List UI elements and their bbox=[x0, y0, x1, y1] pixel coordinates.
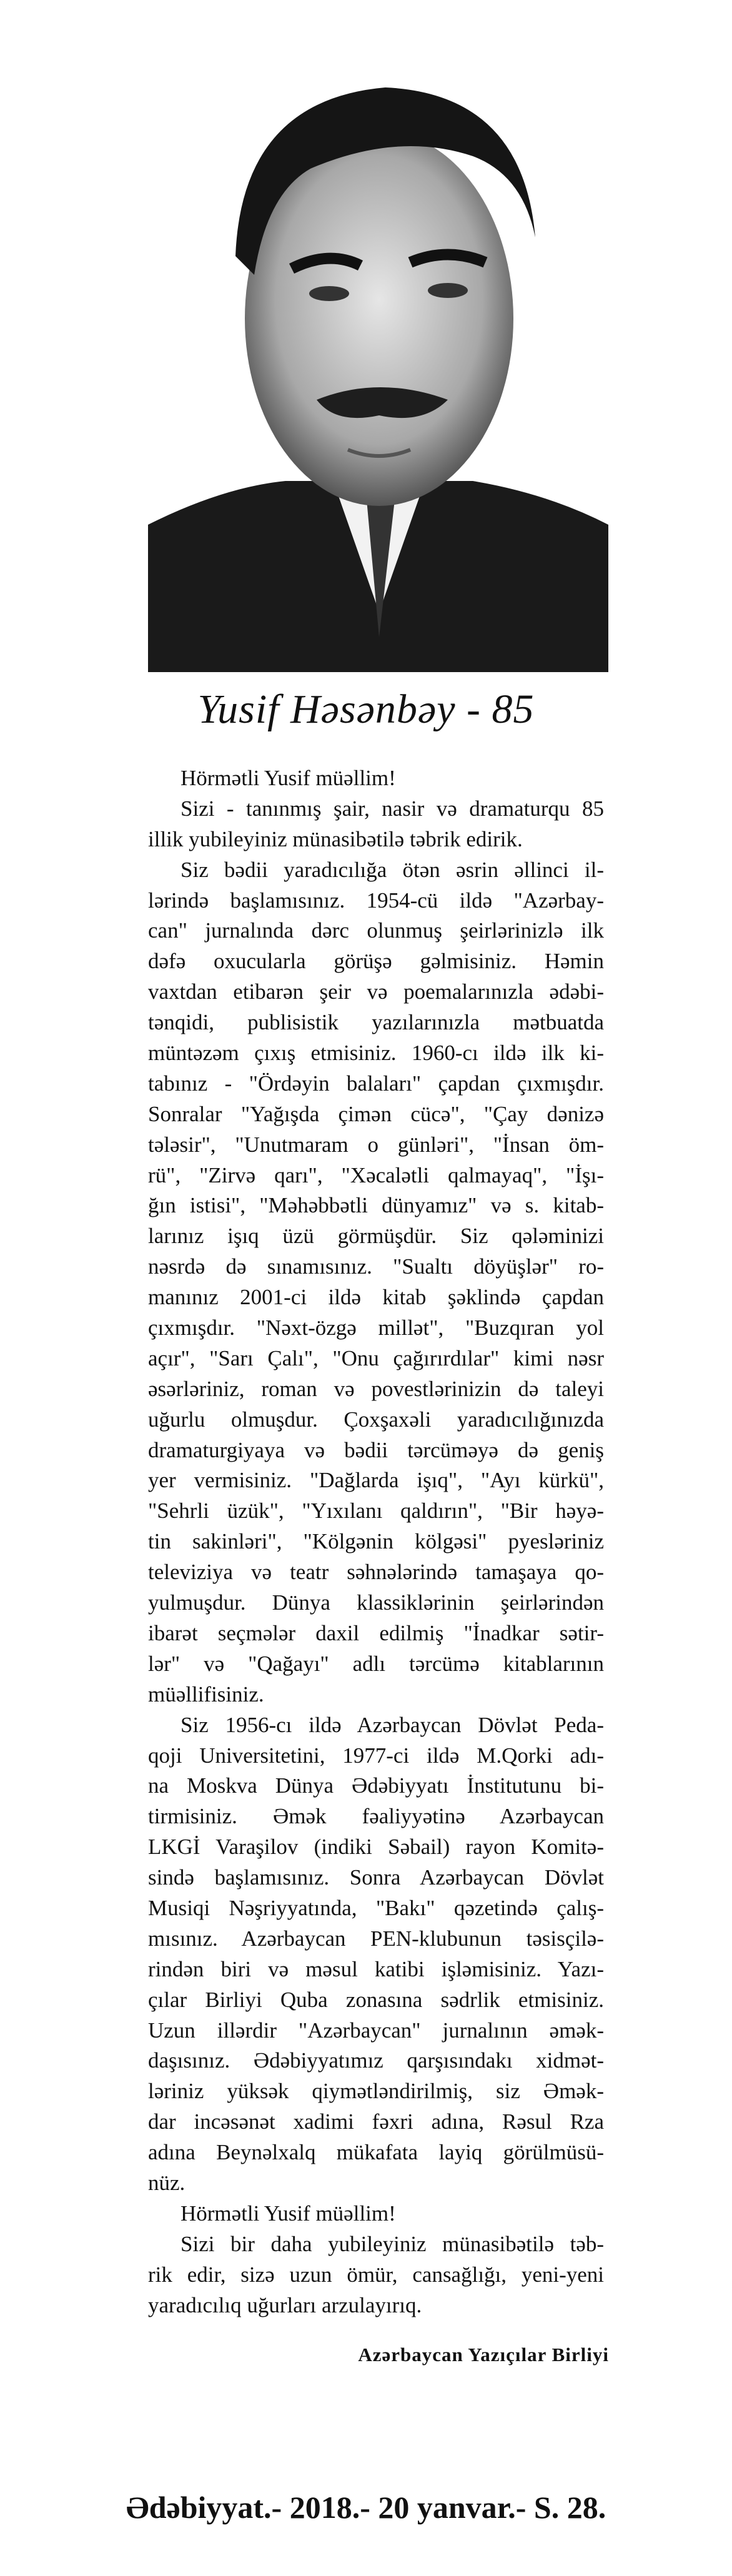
portrait-icon bbox=[148, 50, 608, 672]
paragraph-line: nüz. bbox=[148, 2170, 185, 2195]
paragraph-line: Siz bədii yaradıcılığa ötən əsrin əllinci il- bbox=[181, 857, 604, 882]
paragraph-line: Siz 1956-cı ildə Azərbaycan Dövlət Peda- bbox=[181, 1712, 604, 1737]
paragraph-line: vaxtdan etibarən şeir və poemalarınızla ədəbi- bbox=[148, 979, 604, 1004]
paragraph-line: ibarət seçmələr daxil edilmiş "İnadkar sətir- bbox=[148, 1620, 604, 1645]
paragraph-line: daşısınız. Ədəbiyyatımız qarşısındakı xidmət- bbox=[148, 2048, 604, 2073]
paragraph-line: Sonralar "Yağışda çimən cücə", "Çay dənizə bbox=[148, 1101, 604, 1126]
paragraph-line: yulmuşdur. Dünya klassiklərinin şeirlərindən bbox=[148, 1590, 604, 1615]
paragraph-line: çılar Birliyi Quba zonasına sədrlik etmisiniz. bbox=[148, 1987, 604, 2012]
article-title: Yusif Həsənbəy - 85 bbox=[197, 686, 535, 732]
paragraph-line: müntəzəm çıxış etmisiniz. 1960-cı ildə ilk ki- bbox=[148, 1041, 604, 1066]
paragraph-line: sində başlamısınız. Sonra Azərbaycan Dövlət bbox=[148, 1865, 604, 1890]
citation-footer: Ədəbiyyat.- 2018.- 20 yanvar.- S. 28. bbox=[126, 2490, 606, 2525]
paragraph-line: müəllifisiniz. bbox=[148, 1682, 264, 1707]
paragraph-line: rindən biri və məsul katibi işləmisiniz. Yazı- bbox=[148, 1956, 604, 1981]
paragraph-line: LKGİ Varaşilov (indiki Səbail) rayon Komitə- bbox=[148, 1835, 604, 1860]
paragraph-line: nəsrdə də sınamısınız. "Sualtı döyüşlər" ro- bbox=[148, 1254, 604, 1279]
paragraph-line: Sizi bir daha yubileyiniz münasibətilə təb- bbox=[181, 2231, 604, 2256]
paragraph-line: tələsir", "Unutmaram o günləri", "İnsan öm- bbox=[148, 1132, 604, 1157]
paragraph-line: yaradıcılıq uğurları arzulayırıq. bbox=[148, 2292, 422, 2317]
paragraph-line: açır", "Sarı Çalı", "Onu çağırırdılar" kimi nəsr bbox=[148, 1345, 604, 1370]
paragraph-line: ləriniz yüksək qiymətləndirilmiş, siz Əmək- bbox=[148, 2079, 604, 2104]
signature: Azərbaycan Yazıçılar Birliyi bbox=[358, 2344, 609, 2365]
paragraph-line: na Moskva Dünya Ədəbiyyatı İnstitutunu bi- bbox=[148, 1773, 604, 1798]
paragraph-line: tin sakinləri", "Kölgənin kölgəsi" pyesləriniz bbox=[148, 1529, 604, 1554]
paragraph-line: manınız 2001-ci ildə kitab şəklində çapdan bbox=[148, 1285, 604, 1310]
portrait-photo bbox=[148, 50, 608, 672]
paragraph-line: çıxmışdır. "Nəxt-özgə millət", "Buzqıran yol bbox=[148, 1315, 604, 1340]
paragraph-line: yer vermisiniz. "Dağlarda işıq", "Ayı kürkü", bbox=[148, 1468, 604, 1493]
paragraph-line: dramaturgiyaya və bədii tərcüməyə də geniş bbox=[148, 1437, 604, 1462]
article-body bbox=[148, 763, 604, 2321]
paragraph-line: dəfə oxucularla görüşə gəlmisiniz. Həmin bbox=[148, 949, 604, 974]
paragraph-line: tirmisiniz. Əmək fəaliyyətinə Azərbaycan bbox=[148, 1804, 604, 1829]
paragraph-line: televiziya və teatr səhnələrində tamaşaya qo- bbox=[148, 1560, 604, 1585]
paragraph-line: illik yubileyiniz münasibətilə təbrik edirik. bbox=[148, 826, 523, 851]
paragraph-line: Sizi - tanınmış şair, nasir və dramaturqu 85 bbox=[181, 796, 604, 821]
paragraph-line: Hörmətli Yusif müəllim! bbox=[181, 766, 396, 790]
paragraph-line: can" jurnalında dərc olunmuş şeirlərinizlə ilk bbox=[148, 918, 604, 943]
paragraph-line: uğurlu olmuşdur. Çoxşaxəli yaradıcılığınızda bbox=[148, 1407, 604, 1432]
paragraph-line: dar incəsənət xadimi fəxri adına, Rəsul Rza bbox=[148, 2109, 604, 2134]
paragraph-line: tabınız - "Ördəyin balaları" çapdan çıxmışdır. bbox=[148, 1071, 604, 1096]
paragraph-line: qoji Universitetini, 1977-ci ildə M.Qorki adı- bbox=[148, 1743, 604, 1768]
paragraph-line: əsərləriniz, roman və povestlərinizin də taleyi bbox=[148, 1376, 604, 1401]
paragraph-line: "Sehrli üzük", "Yıxılanı qaldırın", "Bir həyə- bbox=[148, 1499, 604, 1523]
paragraph-line: Hörmətli Yusif müəllim! bbox=[181, 2201, 396, 2226]
paragraph-line: lərində başlamısınız. 1954-cü ildə "Azərbay- bbox=[148, 888, 604, 913]
paragraph-line: Musiqi Nəşriyyatında, "Bakı" qəzetində çalış- bbox=[148, 1895, 604, 1920]
paragraph-line: mısınız. Azərbaycan PEN-klubunun təsisçilə- bbox=[148, 1926, 604, 1951]
paragraph-line: ğın istisi", "Məhəbbətli dünyamız" və s. kitab- bbox=[148, 1193, 604, 1218]
paragraph-line: rü", "Zirvə qarı", "Xəcalətli qalmayaq", "İşı- bbox=[148, 1162, 604, 1187]
paragraph-line: lər" və "Qağayı" adlı tərcümə kitablarının bbox=[148, 1651, 604, 1676]
paragraph-line: rik edir, sizə uzun ömür, cansağlığı, yeni-yeni bbox=[148, 2262, 604, 2287]
paragraph-line: larınız işıq üzü görmüşdür. Siz qələminizi bbox=[148, 1224, 604, 1249]
paragraph-line: adına Beynəlxalq mükafata layiq görülmüsü- bbox=[148, 2140, 604, 2165]
paragraph-line: tənqidi, publisistik yazılarınızla mətbuatda bbox=[148, 1010, 604, 1035]
paragraph-line: Uzun illərdir "Azərbaycan" jurnalının əmək- bbox=[148, 2018, 604, 2043]
